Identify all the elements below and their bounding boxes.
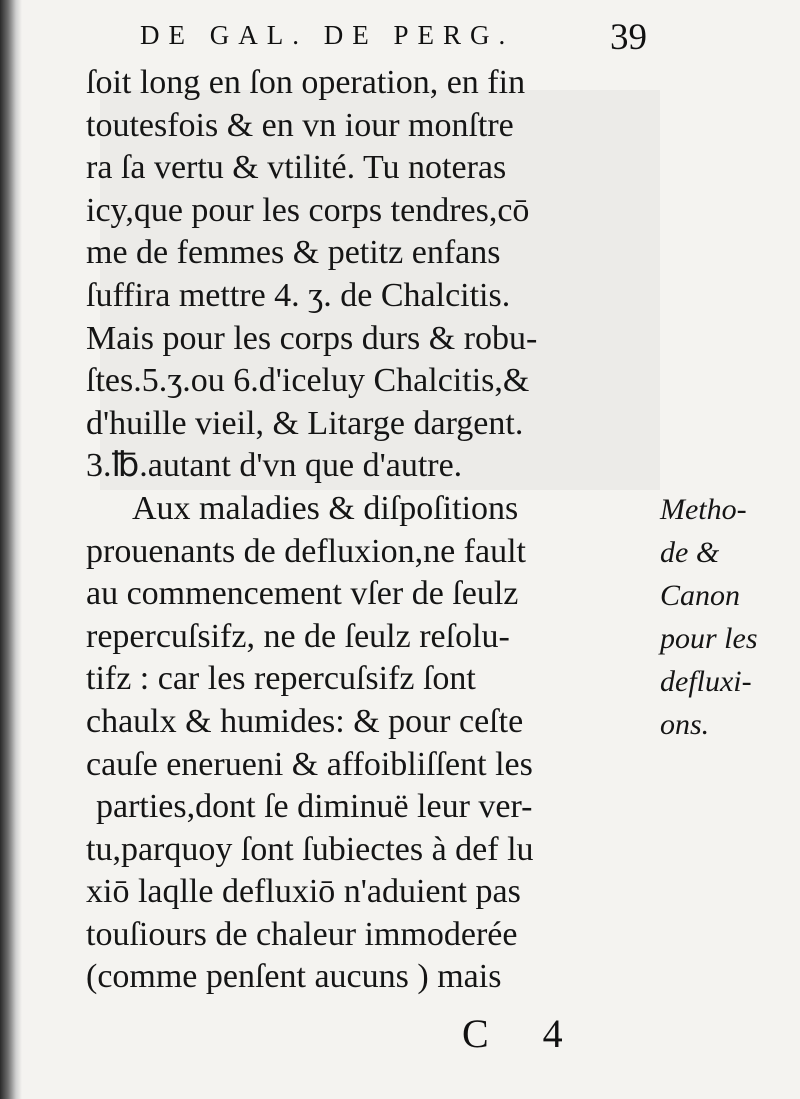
marginal-note-line: pour les (660, 622, 758, 655)
running-head-title: DE GAL. DE PERG. (140, 20, 515, 50)
text-line: toutesfois & en vn iour monſtre (86, 106, 514, 144)
text-line: ſoit long en ſon operation, en fin (86, 64, 526, 101)
running-head (140, 16, 660, 56)
marginal-note-line: Canon (660, 579, 741, 612)
text-line: prouenants de defluxion,ne fault (86, 532, 526, 570)
binding-gutter (0, 0, 22, 1099)
text-line: icy,que pour les corps tendres,cō (86, 191, 530, 229)
text-line: Mais pour les corps durs & robu- (86, 319, 538, 357)
text-line: repercuſsifz, ne de ſeulz reſolu- (86, 617, 510, 655)
text-line: touſiours de chaleur immoderée (86, 915, 518, 953)
marginal-note (660, 488, 798, 746)
text-line: (comme penſent aucuns ) mais (86, 958, 502, 996)
text-line: ſuffira mettre 4. ʒ. de Chalcitis. (86, 276, 511, 314)
text-line: me de femmes & petitz enfans (86, 234, 501, 272)
text-line: ra ſa vertu & vtilité. Tu noteras (86, 149, 507, 187)
marginal-note-line: Metho- (660, 493, 747, 526)
text-line: tifz : car les repercuſsifz ſont (86, 660, 476, 698)
text-line: xiō laqlle defluxiō n'aduient pas (86, 873, 521, 911)
text-line: chaulx & humides: & pour ceſte (86, 702, 524, 740)
text-line: parties,dont ſe diminuë leur ver- (96, 788, 533, 826)
marginal-note-line: de & (660, 536, 720, 569)
page-number: 39 (610, 17, 647, 58)
text-line: ſtes.5.ʒ.ou 6.d'iceluy Chalcitis,& (86, 362, 530, 400)
text-line: cauſe enerueni & affoibliſſent les (86, 745, 533, 783)
text-line: au commencement vſer de ſeulz (86, 575, 519, 613)
paragraph-start-line: Aux maladies & diſpoſitions (132, 489, 519, 527)
signature-mark: C 4 (462, 1011, 585, 1056)
text-line: tu,parquoy ſont ſubiectes à def lu (86, 830, 534, 868)
marginal-note-line: ons. (660, 708, 710, 741)
text-line: 3.℔.autant d'vn que d'autre. (86, 447, 463, 485)
text-line: d'huille vieil, & Litarge dargent. (86, 404, 524, 442)
marginal-note-line: defluxi- (660, 665, 752, 698)
body-text (86, 62, 656, 999)
